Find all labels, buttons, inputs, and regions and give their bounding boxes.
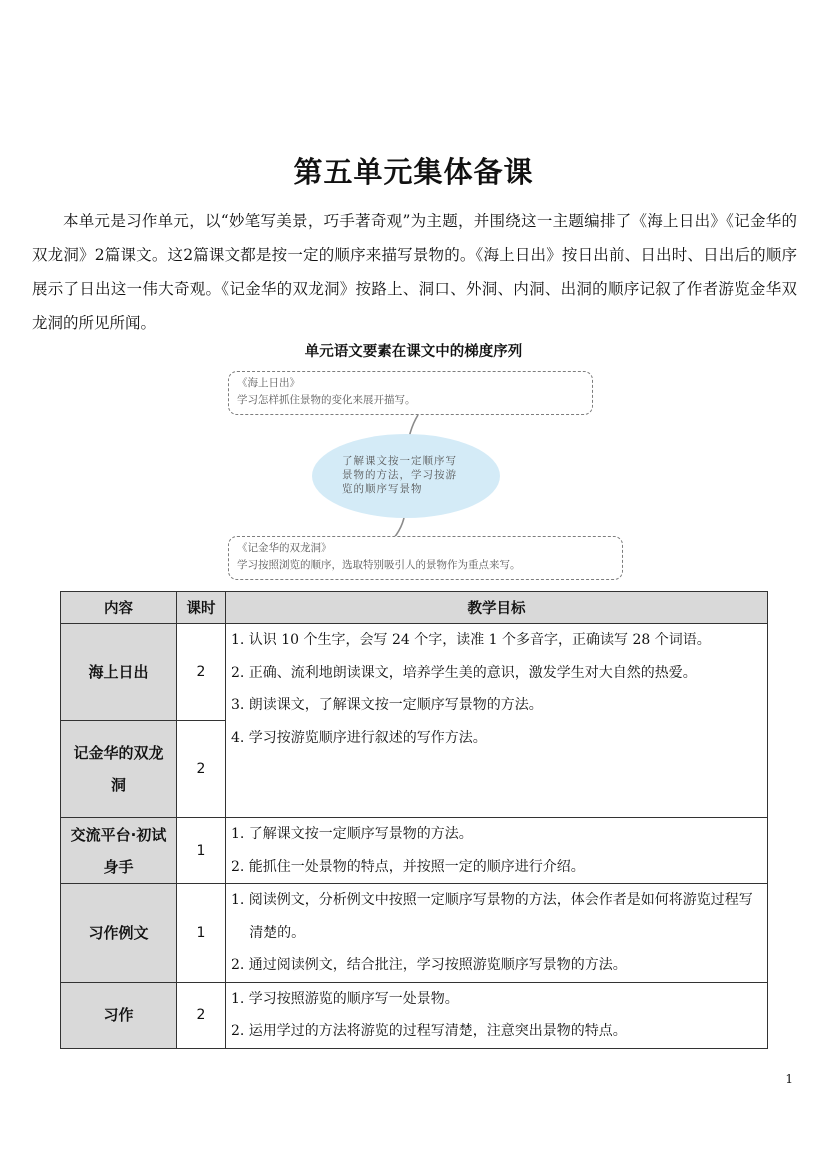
center-line-3: 览的顺序写景物 bbox=[342, 483, 423, 495]
goal-item: 2. 能抓住一处景物的特点，并按照一定的顺序进行介绍。 bbox=[231, 858, 585, 875]
bottom-box-text: 学习按照浏览的顺序，选取特别吸引人的景物作为重点来写。 bbox=[237, 559, 521, 571]
goal-item: 1. 了解课文按一定顺序写景物的方法。 bbox=[231, 826, 473, 842]
top-box-lesson: 《海上日出》 bbox=[237, 377, 300, 389]
diagram-title: 单元语文要素在课文中的梯度序列 bbox=[304, 344, 523, 360]
goal-item: 1. 认识 10 个生字，会写 24 个字，读准 1 个多音字，正确读写 28 个词语。 bbox=[231, 632, 711, 648]
goal-item: 2. 正确、流利地朗读课文，培养学生美的意识，激发学生对大自然的热爱。 bbox=[231, 664, 697, 681]
table-row bbox=[61, 818, 768, 884]
goal-item: 1. 学习按照游览的顺序写一处景物。 bbox=[231, 990, 459, 1007]
page-number: 1 bbox=[785, 1072, 793, 1086]
goal-item: 4. 学习按游览顺序进行叙述的写作方法。 bbox=[231, 729, 487, 746]
diagram-top-box bbox=[228, 371, 593, 415]
hours-cell: 1 bbox=[177, 884, 226, 983]
header-goals: 教学目标 bbox=[226, 592, 768, 624]
goals-cell bbox=[226, 818, 768, 884]
goals-cell bbox=[226, 982, 768, 1048]
center-line-2: 景物的方法，学习按游 bbox=[342, 469, 457, 481]
table-header-row bbox=[61, 592, 768, 624]
diagram-bottom-box bbox=[228, 536, 623, 580]
hours-cell: 1 bbox=[177, 818, 226, 884]
top-box-text: 学习怎样抓住景物的变化来展开描写。 bbox=[237, 394, 416, 406]
hours-cell: 2 bbox=[177, 624, 226, 721]
content-cell: 习作 bbox=[61, 982, 177, 1048]
content-cell: 习作例文 bbox=[61, 884, 177, 983]
teaching-goals-table bbox=[60, 591, 768, 1049]
page-title: 第五单元集体备课 bbox=[293, 155, 534, 189]
hours-cell: 2 bbox=[177, 982, 226, 1048]
table-row bbox=[61, 884, 768, 983]
content-cell: 海上日出 bbox=[61, 624, 177, 721]
goal-item: 3. 朗读课文，了解课文按一定顺序写景物的方法。 bbox=[231, 697, 543, 713]
hours-cell: 2 bbox=[177, 721, 226, 818]
center-line-1: 了解课文按一定顺序写 bbox=[342, 455, 457, 467]
goal-item: 2. 通过阅读例文，结合批注，学习按照游览顺序写景物的方法。 bbox=[231, 957, 627, 973]
table-row bbox=[61, 624, 768, 721]
header-content: 内容 bbox=[61, 592, 177, 624]
diagram-center-ellipse bbox=[312, 434, 500, 518]
goal-item: 2. 运用学过的方法将游览的过程写清楚，注意突出景物的特点。 bbox=[231, 1023, 627, 1039]
intro-paragraph: 本单元是习作单元，以“妙笔写美景，巧手著奇观”为主题，并围绕这一主题编排了《海上日出》《记金华的双龙洞》2篇课文。这2篇课文都是按一定的顺序来描写景物的。《海上日出》按日出前、日出时、日出后的顺序展示了日出这一伟大奇观。《记金华的双龙洞》按路上、洞口、外洞、内洞、出洞的顺序记叙了作者游览金华双龙洞的所见所闻。 bbox=[32, 212, 797, 332]
goal-item: 1. 阅读例文，分析例文中按照一定顺序写景物的方法，体会作者是如何将游览过程写清楚的。 bbox=[231, 892, 753, 941]
content-cell: 记金华的双龙洞 bbox=[61, 721, 177, 818]
goals-cell bbox=[226, 624, 768, 818]
bottom-box-lesson: 《记金华的双龙洞》 bbox=[237, 542, 332, 554]
header-hours: 课时 bbox=[177, 592, 226, 624]
goals-cell bbox=[226, 884, 768, 983]
content-cell: 交流平台·初试身手 bbox=[61, 818, 177, 884]
table-row bbox=[61, 982, 768, 1048]
